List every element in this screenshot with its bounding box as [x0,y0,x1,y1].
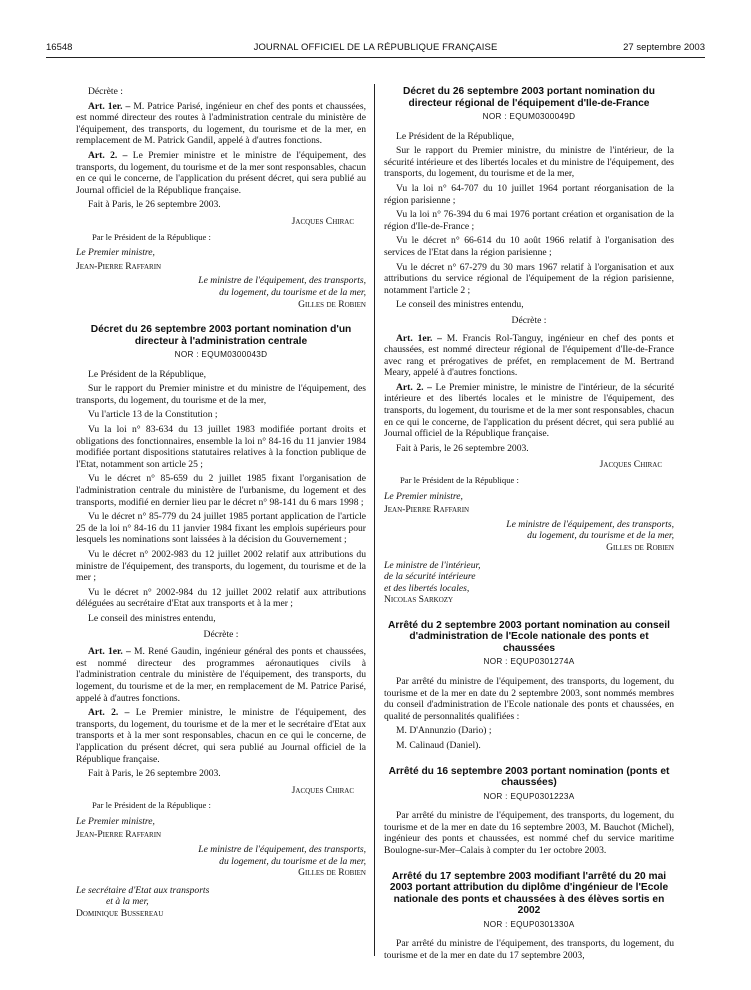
decree-title: Décret du 26 septembre 2003 portant nomination d'un directeur à l'administration centrale [90,324,352,347]
arrete-title: Arrêté du 2 septembre 2003 portant nomination au conseil d'administration de l'Ecole nationale des ponts et chaussées [388,619,670,654]
considerant: Sur le rapport du Premier ministre, du ministre de l'intérieur, de la sécurité intérieure et des libertés locales et du ministre de l'équipement, des transports, du logement, du tourisme et de la mer, [384,145,674,180]
decrete-heading: Décrète : [511,314,547,326]
par-le-president: Par le Président de la République : [400,475,519,486]
ministre-interieur-signature: Le ministre de l'intérieur, de la sécurité intérieure et des libertés locales, Nicolas Sarkozy [384,559,481,606]
decrete-heading: Décrète : [88,86,123,97]
premier-ministre-role: Le Premier ministre, [384,490,463,502]
arrete-body: Par arrêté du ministre de l'équipement, des transports, du logement, du tourisme et de la mer en date du 2 septembre 2003, sont nommés membres du conseil d'administration de l'Ecole nationale des ponts et chaussées, en qualité de personnalités qualifiées : [384,676,674,722]
journal-title: JOURNAL OFFICIEL DE LA RÉPUBLIQUE FRANÇAISE [253,42,498,53]
page-number: 16548 [46,42,73,53]
article-2: Art. 2. – Le Premier ministre, le ministre de l'intérieur, de la sécurité intérieure et des libertés locales et le ministre de l'équipement, des transports, du logement, du tourisme et de la mer sont responsables, chacun en ce qui le concerne, de l'application du présent décret, qui sera publié au Journal officiel de la République française. [384,381,674,440]
signature-chirac: Jacques Chirac [599,459,662,471]
par-le-president: Par le Président de la République : [92,231,211,242]
premier-ministre-name: Jean-Pierre Raffarin [76,829,162,841]
page-header [46,40,705,58]
considerant: Vu le décret n° 67-279 du 30 mars 1967 relatif à l'organisation et aux attributions du service régional de l'équipement de la région parisienne, notamment l'article 2 ; [384,261,674,296]
considerant: Vu la loi n° 64-707 du 10 juillet 1964 portant réorganisation de la région parisienne ; [384,182,674,206]
arrete-title: Arrêté du 16 septembre 2003 portant nomination (ponts et chaussées) [388,765,670,789]
ministre-equipement-signature: Le ministre de l'équipement, des transports, du logement, du tourisme et de la mer, Gilles de Robien [198,844,366,879]
considerant: Vu le décret n° 66-614 du 10 août 1966 relatif à l'organisation des services de l'Etat dans la région parisienne ; [384,235,674,258]
ministre-equipement-signature: Le ministre de l'équipement, des transports, du logement, du tourisme et de la mer, Gilles de Robien [506,518,674,553]
president-line: Le Président de la République, [396,130,515,142]
considerant: Vu le décret n° 85-659 du 2 juillet 1985 fixant l'organisation de l'administration centrale du ministère de l'urbanisme, du logement et des transports, modifié en dernier lieu par le décret n° 98-141 du 6 mars 1998 ; [76,473,366,508]
column-divider [374,84,375,956]
left-column [76,86,366,923]
considerant: Vu l'article 13 de la Constitution ; [88,409,218,421]
decrete-heading: Décrète : [203,628,239,640]
nor-reference: NOR : EQUM0300049D [482,112,576,121]
secretaire-etat-signature: Le secrétaire d'Etat aux transports et à la mer, Dominique Bussereau [76,884,210,920]
premier-ministre-name: Jean-Pierre Raffarin [76,260,162,272]
article-1: Art. 1er. – M. Patrice Parisé, ingénieur en chef des ponts et chaussées, est nommé directeur des routes à l'administration centrale du ministère de l'équipement, des transports, du logement, du tourisme et de la mer, en remplacement de M. Patrick Gandil, appelé à d'autres fonctions. [76,100,367,147]
considerant: Vu la loi n° 76-394 du 6 mai 1976 portant création et organisation de la région d'Ile-de-France ; [384,209,674,232]
nor-reference: NOR : EQUP0301274A [483,657,575,667]
considerant: Vu le décret n° 2002-984 du 12 juillet 2002 relatif aux attributions déléguées au secrétaire d'Etat aux transports et à la mer ; [76,586,366,610]
nor-reference: NOR : EQUM0300043D [174,350,268,360]
considerant: Sur le rapport du Premier ministre et du ministre de l'équipement, des transports, du logement, du tourisme et de la mer, [76,383,366,406]
fait-a-paris: Fait à Paris, le 26 septembre 2003. [88,199,221,211]
issue-date: 27 septembre 2003 [623,42,705,53]
nor-reference: NOR : EQUP0301223A [483,791,575,801]
decree-title: Décret du 26 septembre 2003 portant nomination du directeur régional de l'équipement d'Ile-de-France [403,86,655,109]
arrete-body: Par arrêté du ministre de l'équipement, des transports, du logement, du tourisme et de la mer en date du 16 septembre 2003, M. Bauchot (Michel), ingénieur des ponts et chaussées, est nommé chef du service maritime Boulogne-sur-Mer–Calais à compter du 1er octobre 2003. [384,810,674,856]
par-le-president: Par le Président de la République : [92,800,211,811]
right-column [384,86,674,964]
arrete-body: Par arrêté du ministre de l'équipement, des transports, du logement, du tourisme et de la mer en date du 17 septembre 2003, [384,938,674,961]
premier-ministre-name: Jean-Pierre Raffarin [384,504,470,516]
arrete-title: Arrêté du 17 septembre 2003 modifiant l'arrêté du 20 mai 2003 portant attribution du diplôme d'ingénieur de l'Ecole nationale des ponts et chaussées à des élèves sortis en 2002 [389,870,669,917]
article-1: Art. 1er. – M. René Gaudin, ingénieur général des ponts et chaussées, est nommé directeur des programmes aéronautiques civils à l'administration centrale du ministère de l'équipement, des transports, du logement, du tourisme et de la mer, en remplacement de M. Patrice Parisé, appelé à d'autres fonctions. [76,646,366,704]
premier-ministre-role: Le Premier ministre, [76,815,155,827]
nor-reference: NOR : EQUP0301330A [483,919,575,929]
arrete-member: M. Calinaud (Daniel). [396,740,481,752]
signature-chirac: Jacques Chirac [291,784,354,796]
fait-a-paris: Fait à Paris, le 26 septembre 2003. [396,442,529,454]
considerant: Le conseil des ministres entendu, [396,299,524,311]
arrete-member: M. D'Annunzio (Dario) ; [396,725,492,737]
considerant: Le conseil des ministres entendu, [88,612,216,624]
article-2: Art. 2. – Le Premier ministre et le ministre de l'équipement, des transports, du logement, du tourisme et de la mer sont responsables, chacun en ce qui le concerne, de l'application du présent décret, qui sera publié au Journal officiel de la République française. [76,149,366,196]
ministre-equipement-signature: Le ministre de l'équipement, des transports, du logement, du tourisme et de la mer, Gilles de Robien [198,275,366,310]
premier-ministre-role: Le Premier ministre, [76,247,155,259]
signature-chirac: Jacques Chirac [291,215,354,227]
considerant: Vu la loi n° 83-634 du 13 juillet 1983 modifiée portant droits et obligations des fonctionnaires, ensemble la loi n° 84-16 du 11 janvier 1984 modifiée portant dispositions statutaires relatives à la fonction publique de l'Etat, notamment son article 25 ; [76,424,366,470]
article-1: Art. 1er. – M. Francis Rol-Tanguy, ingénieur en chef des ponts et chaussées, est nommé directeur régional de l'équipement d'Ile-de-France avec rang et prérogatives de préfet, en remplacement de M. Bertrand Meary, appelé à d'autres fonctions. [384,332,674,379]
considerant: Vu le décret n° 2002-983 du 12 juillet 2002 relatif aux attributions du ministre de l'équipement, des transports, du logement, du tourisme et de la mer ; [76,549,366,584]
considerant: Vu le décret n° 85-779 du 24 juillet 1985 portant application de l'article 25 de la loi n° 84-16 du 11 janvier 1984 fixant les emplois supérieurs pour lesquels les nominations sont laissées à la décision du Gouvernement ; [76,511,366,546]
header-rule [46,57,705,58]
fait-a-paris: Fait à Paris, le 26 septembre 2003. [88,768,221,780]
president-line: Le Président de la République, [88,368,207,380]
article-2: Art. 2. – Le Premier ministre, le ministre de l'équipement, des transports, du logement, du tourisme et de la mer et le secrétaire d'Etat aux transports et à la mer sont responsables, chacun en ce qui le concerne, de l'application du présent décret, qui sera publié au Journal officiel de la République française. [76,707,366,765]
